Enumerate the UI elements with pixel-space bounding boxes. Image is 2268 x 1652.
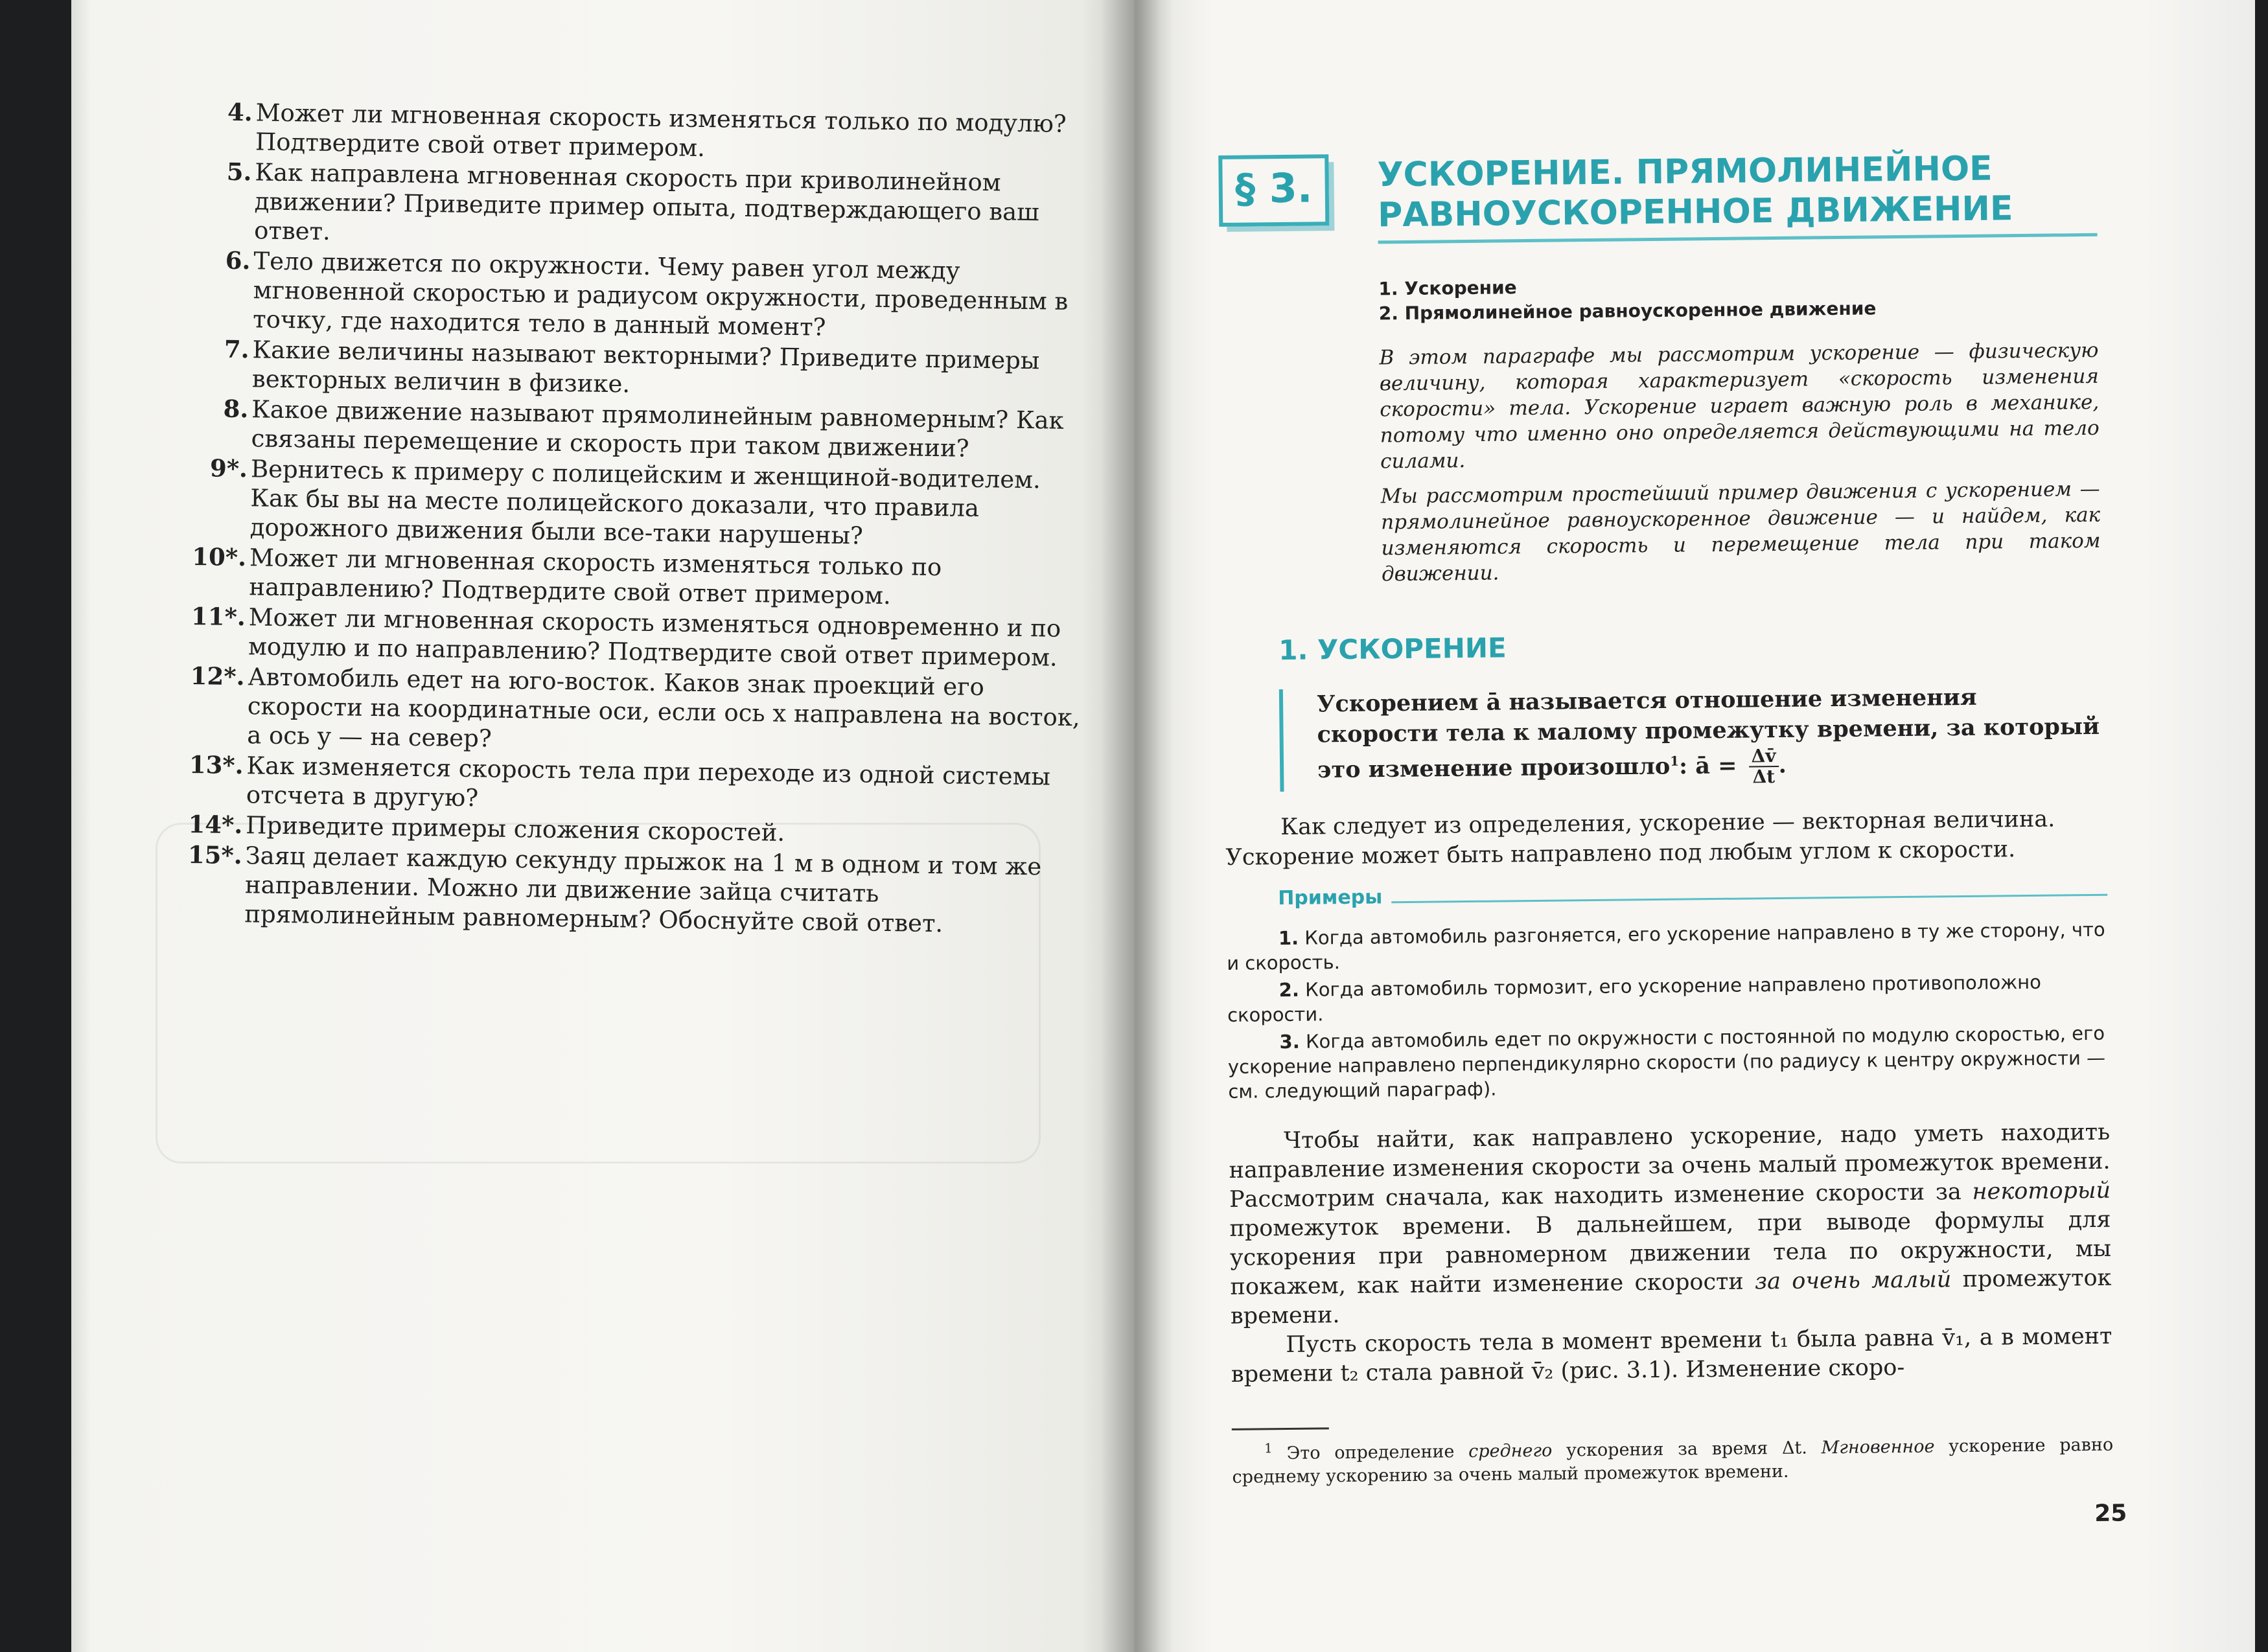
example-item: [1227, 969, 2109, 1027]
examples-heading-label: Примеры: [1278, 886, 1383, 910]
question-text: Автомобиль едет на юго-восток. Каков знак проекций его скорости на координатные оси, если ось x направлена на восток, а ось y — на север?: [246, 663, 1081, 753]
subsection-heading: 1. УСКОРЕНИЕ: [1278, 632, 1507, 667]
question-item: [185, 661, 1087, 761]
footnote-emphasis: Мгновенное: [1821, 1436, 1935, 1458]
question-number: 9*.: [209, 453, 248, 483]
book-gutter: [1102, 0, 1173, 1652]
question-list: [183, 97, 1095, 941]
question-text: Может ли мгновенная скорость изменяться только по направлению? Подтвердите свой ответ примером.: [249, 544, 942, 610]
page-number: 25: [2094, 1500, 2127, 1527]
body-emphasis: за очень малый: [1754, 1267, 1952, 1295]
question-text: Какие величины называют векторными? Приведите примеры векторных величин в физике.: [251, 336, 1040, 398]
section-intro: [1379, 338, 2101, 597]
question-number: 7.: [224, 334, 249, 364]
question-text: Заяц делает каждую секунду прыжок на 1 м в одном и том же направлении. Можно ли движение зайца считать прямолинейным равномерным? Обоснуйте свой ответ.: [244, 842, 1042, 938]
question-item: [192, 157, 1094, 257]
example-number: 1.: [1278, 926, 1299, 950]
question-number: 12*.: [190, 661, 245, 691]
definition-box: [1279, 681, 2107, 792]
body-paragraph: Пусть скорость тела в момент времени t₁ была равна v̄₁, а в момент времени t₂ стала равной v̄₂ (рис. 3.1). Изменение скоро-: [1231, 1323, 2112, 1388]
question-item: [187, 542, 1089, 613]
definition-text: Ускорением ā называется отношение изменения скорости тела к малому промежутку времени, за который это изменение произошло: [1316, 683, 2100, 784]
question-number: 5.: [226, 157, 252, 187]
intro-paragraph: В этом параграфе мы рассмотрим ускорение — физическую величину, которая характеризует «скорость изменения скорости» тела. Ускорение играет важную роль в механике, потому что именно оно определяется действующими на тело силами.: [1379, 338, 2100, 474]
question-item: [185, 750, 1086, 821]
question-text: Может ли мгновенная скорость изменяться одновременно и по модулю и по направлению? Подтвердите свой ответ примером.: [248, 603, 1061, 672]
example-number: 2.: [1279, 978, 1300, 1002]
formula-denominator: Δt: [1752, 766, 1776, 788]
footnote-run: ускорение равно среднему ускорению за очень малый промежуток времени.: [1232, 1434, 2114, 1487]
question-text: Может ли мгновенная скорость изменяться только по модулю? Подтвердите свой ответ примером.: [255, 98, 1067, 163]
examples-list: [1227, 917, 2110, 1107]
question-item: [191, 246, 1093, 345]
example-number: 3.: [1279, 1030, 1300, 1053]
formula-end: .: [1778, 751, 1787, 779]
footnote-run: ускорения за время Δt.: [1566, 1438, 1808, 1461]
question-number: 13*.: [189, 750, 244, 780]
question-text: Как изменяется скорость тела при переходе из одной системы отсчета в другую?: [246, 751, 1051, 812]
footnote-run: Это определение: [1286, 1441, 1455, 1464]
question-item: [194, 97, 1095, 168]
question-item: [188, 453, 1090, 553]
question-number: 14*.: [188, 809, 243, 840]
heading-rule: [1391, 894, 2107, 904]
footnote-reference: 1: [1670, 753, 1680, 769]
question-number: 11*.: [191, 602, 246, 632]
question-number: 6.: [225, 246, 251, 275]
body-text: [1229, 1118, 2112, 1390]
question-item: [191, 334, 1092, 405]
body-emphasis: некоторый: [1972, 1177, 2111, 1205]
question-item: [189, 394, 1091, 465]
section-number-box: § 3.: [1218, 154, 1329, 227]
paragraph-line: Ускорение может быть направлено под любым углом к скорости.: [1225, 836, 2016, 871]
question-text: Вернитесь к примеру с полицейским и женщиной-водителем. Как бы вы на месте полицейского доказали, что правила дорожного движения были все-таки нарушены?: [249, 455, 1041, 550]
footnote-emphasis: среднего: [1468, 1440, 1553, 1462]
toc-item: 2. Прямолинейное равноускоренное движение: [1378, 297, 1877, 325]
formula-lhs: : ā =: [1678, 752, 1737, 780]
paragraph-line: Как следует из определения, ускорение — векторная величина.: [1280, 806, 2055, 841]
formula-fraction: [1748, 746, 1779, 786]
footnote-marker: 1: [1264, 1440, 1273, 1456]
footnote: [1232, 1428, 2114, 1489]
question-number: 15*.: [187, 840, 242, 870]
section-toc: [1378, 270, 2092, 327]
example-text: Когда автомобиль едет по окружности с постоянной по модулю скоростью, его ускорение направлено перпендикулярно скорости (по радиусу к центру окружности — см. следующий параграф).: [1227, 1022, 2106, 1103]
question-text: Как направлена мгновенная скорость при криволинейном движении? Приведите пример опыта, подтверждающего ваш ответ.: [253, 158, 1039, 246]
formula-numerator: Δv̄: [1748, 746, 1778, 767]
example-item: [1227, 1021, 2109, 1104]
example-text: Когда автомобиль разгоняется, его ускорение направлено в ту же сторону, что и скорость.: [1227, 918, 2105, 974]
question-item: [183, 840, 1085, 940]
example-text: Когда автомобиль тормозит, его ускорение направлено противоположно скорости.: [1227, 970, 2042, 1026]
body-text-run: Чтобы найти, как направлено ускорение, надо уметь находить направление изменения скорости за очень малый промежуток времени. Рассмотрим сначала, как находить изменение скорости за: [1229, 1119, 2111, 1213]
toc-item: 1. Ускорение: [1378, 277, 1517, 300]
question-number: 10*.: [192, 542, 247, 572]
body-text-run: промежуток времени. В дальнейшем, при выводе формулы для ускорения при равномерном движении тела по окружности, мы покажем, как найти изменение скорости: [1229, 1206, 2112, 1300]
question-text: Какое движение называют прямолинейным равномерным? Как связаны перемещение и скорость при таком движении?: [251, 395, 1065, 463]
section-title: УСКОРЕНИЕ. ПРЯМОЛИНЕЙНОЕ РАВНОУСКОРЕННОЕ ДВИЖЕНИЕ: [1377, 148, 2097, 244]
question-number: 8.: [223, 394, 249, 424]
question-item: [187, 602, 1088, 672]
intro-paragraph: Мы рассмотрим простейший пример движения с ускорением — прямолинейное равноускоренное движение — и найдем, как изменяются скорость и перемещение тела при таком движении.: [1380, 477, 2101, 586]
paragraph: [1225, 804, 2107, 873]
example-item: [1227, 917, 2109, 976]
question-text: Приведите примеры сложения скоростей.: [246, 811, 785, 847]
question-number: 4.: [227, 97, 253, 127]
body-paragraph: [1229, 1118, 2112, 1331]
body-text-run: промежуток времени.: [1230, 1265, 2112, 1329]
question-text: Тело движется по окружности. Чему равен угол между мгновенной скоростью и радиусом окружности, проведенным в точку, где находится тело в данный момент?: [252, 247, 1069, 341]
